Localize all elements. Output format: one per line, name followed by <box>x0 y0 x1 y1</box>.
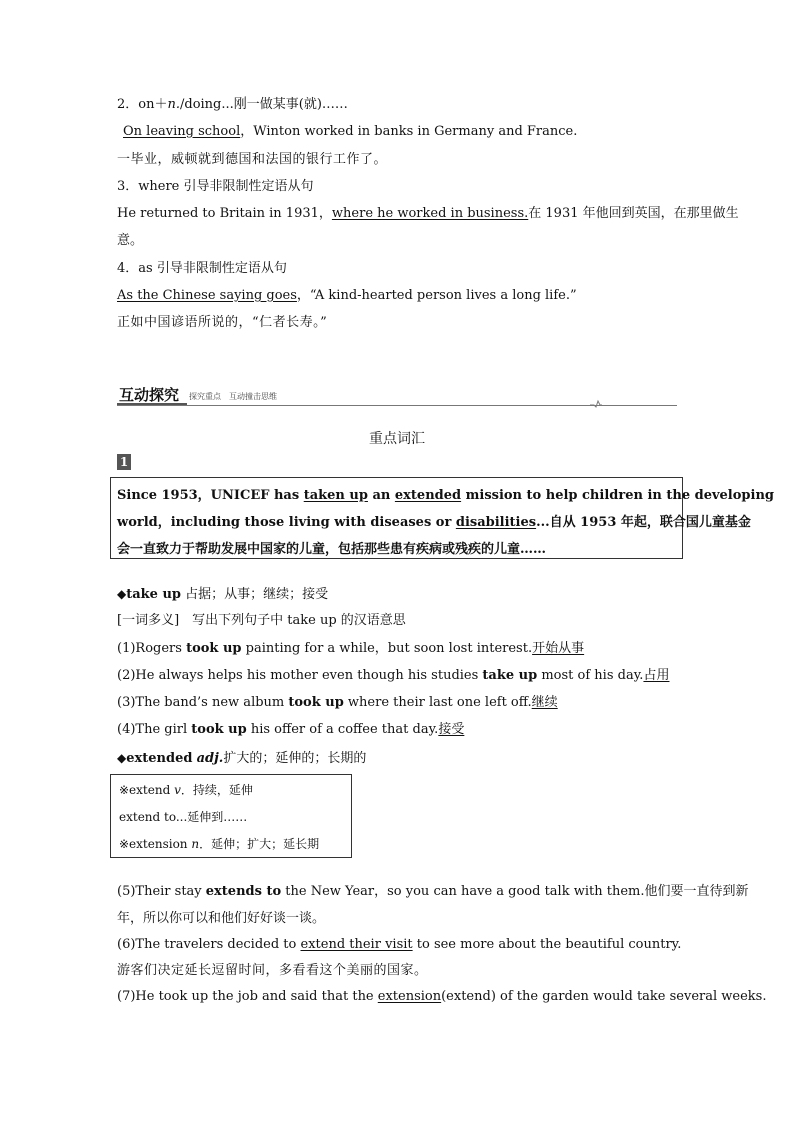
extended-definition <box>117 749 366 768</box>
word-family-box <box>110 774 352 858</box>
word-family-extension: ※extension n．延伸；扩大；延长期 <box>119 837 320 851</box>
key-sentence-line-2: world，including those living with diseases or disabilities...自从 1953 年起，联合国儿童基金 <box>117 515 751 530</box>
item-2-text: /doing...刚一做某事(就)…… <box>180 97 348 112</box>
take-up-definition <box>117 585 328 604</box>
underlined-disabilities: disabilities <box>455 515 537 530</box>
answer-6: extend their visit <box>300 937 413 952</box>
sentence-6-translation: 游客们决定延长逗留时间，多看看这个美丽的国家。 <box>117 963 428 978</box>
vocab-title: 重点词汇 <box>369 431 425 447</box>
sentence-2: (2)He always helps his mother even though his studies take up most of his day.占用 <box>117 668 670 683</box>
extended-pos: adj. <box>196 751 224 766</box>
item-4-example-underlined: As the Chinese saying goes <box>117 288 297 303</box>
key-sentence-line-1: Since 1953，UNICEF has taken up an extended mission to help children in the developing <box>117 488 774 503</box>
key-sentence-box <box>110 477 774 559</box>
sentence-1: (1)Rogers took up painting for a while，but soon lost interest.开始从事 <box>117 641 585 656</box>
take-up-meaning: 占据；从事；继续；接受 <box>181 587 329 602</box>
item-3-example <box>117 205 739 223</box>
underlined-taken-up: taken up <box>303 488 368 503</box>
extended-meaning: 扩大的；延伸的；长期的 <box>223 751 367 766</box>
item-4-example <box>117 287 577 305</box>
extended-term: extended <box>126 751 193 766</box>
section-header <box>117 384 677 410</box>
polysemy-instruction: [一词多义] 写出下列句子中 take up 的汉语意思 <box>117 613 406 628</box>
item-2-heading <box>117 96 348 114</box>
item-3-translation: 在 1931 年他回到英国，在那里做生 <box>528 206 739 221</box>
item-3-heading: 3．where 引导非限制性定语从句 <box>117 179 314 194</box>
sentence-3: (3)The band’s new album took up where their last one left off.继续 <box>117 695 558 710</box>
item-2-pos: n. <box>167 97 180 112</box>
underlined-extended: extended <box>394 488 462 503</box>
word-family-extend-to: extend to...延伸到…… <box>119 810 248 824</box>
item-2-translation: 一毕业，威顿就到德国和法国的银行工作了。 <box>117 152 388 167</box>
sentence-6: (6)The travelers decided to extend their visit to see more about the beautiful country. <box>117 937 682 952</box>
number-badge: 1 <box>117 454 131 470</box>
item-2-example <box>123 123 577 141</box>
word-family-extend: ※extend v．持续，延伸 <box>119 783 253 797</box>
sentence-5-cont: 年，所以你可以和他们好好谈一谈。 <box>117 911 326 926</box>
diamond-icon: ◆ <box>117 751 127 765</box>
key-sentence-line-3: 会一直致力于帮助发展中国家的儿童，包括那些患有疾病或残疾的儿童…… <box>117 542 547 557</box>
item-2-example-text: ，Winton worked in banks in Germany and France. <box>240 124 578 139</box>
answer-3: 继续 <box>531 695 558 710</box>
item-2-number: 2．on＋ <box>117 97 168 112</box>
item-3-translation-cont: 意。 <box>117 233 144 248</box>
answer-1: 开始从事 <box>532 641 585 656</box>
answer-4: 接受 <box>438 722 465 737</box>
sentence-7: (7)He took up the job and said that the extension(extend) of the garden would take several weeks. <box>117 989 767 1004</box>
answer-2: 占用 <box>643 668 670 683</box>
zigzag-icon <box>590 398 602 408</box>
sentence-5: (5)Their stay extends to the New Year，so you can have a good talk with them.他们要一直待到新 <box>117 884 749 899</box>
section-title: 互动探究 <box>119 386 180 404</box>
take-up-term: take up <box>126 587 182 602</box>
item-4-translation: 正如中国谚语所说的，“仁者长寿。” <box>117 315 328 330</box>
diamond-icon: ◆ <box>117 587 127 601</box>
section-subtitle: 探究重点 互动撞击思维 <box>189 392 277 401</box>
item-3-example-underlined: where he worked in business. <box>331 206 529 221</box>
item-4-example-text: ，“A kind-hearted person lives a long life.” <box>296 288 577 303</box>
item-4-heading: 4．as 引导非限制性定语从句 <box>117 261 287 276</box>
item-2-example-underlined: On leaving school <box>123 124 241 139</box>
sentence-4: (4)The girl took up his offer of a coffee that day.接受 <box>117 722 465 737</box>
answer-7: extension <box>377 989 442 1004</box>
item-3-example-text: He returned to Britain in 1931， <box>117 206 332 221</box>
